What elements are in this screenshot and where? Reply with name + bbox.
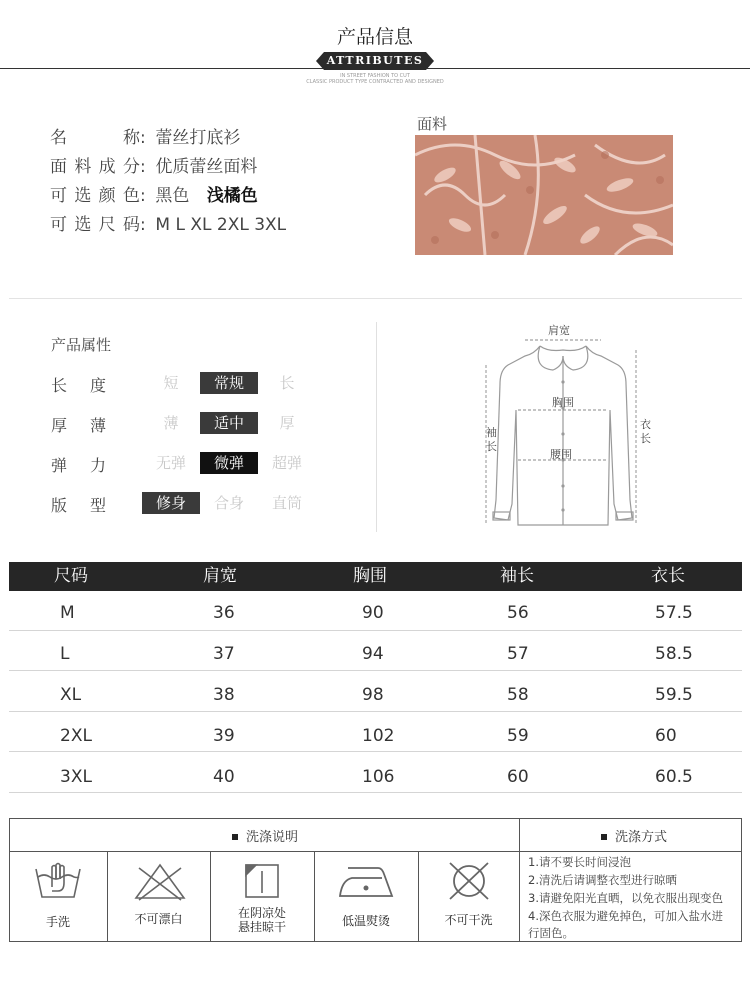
- attr-option: 长: [279, 374, 295, 392]
- vertical-divider: [376, 322, 377, 532]
- info-row-sizes: 可选尺码: M L XL 2XL 3XL: [50, 215, 287, 235]
- label-waist: 腰围: [550, 448, 572, 461]
- size-table-header-cell: 袖长: [500, 566, 534, 586]
- table-cell: 60.5: [655, 767, 693, 787]
- info-row-material: 面料成分: 优质蕾丝面料: [50, 157, 258, 177]
- table-cell: 2XL: [60, 726, 92, 746]
- no-bleach-icon: [133, 862, 187, 902]
- info-label: 可选尺码: [50, 215, 140, 235]
- label-shoulder: 肩宽: [548, 324, 570, 337]
- info-value: M L XL 2XL 3XL: [155, 215, 287, 235]
- care-table-col-divider: [519, 818, 520, 942]
- care-caption: [210, 906, 314, 934]
- label-length-char: 长: [640, 432, 651, 445]
- attr-option-selected: 修身: [142, 492, 200, 514]
- table-cell: 59: [507, 726, 529, 746]
- care-note: 行固色。: [528, 926, 574, 940]
- care-method-title: [601, 826, 667, 845]
- care-caption: 低温熨烫: [341, 914, 390, 928]
- measurement-diagram: [478, 320, 651, 535]
- header-badge-text: ATTRIBUTES: [326, 54, 424, 67]
- info-value: 黑色: [155, 186, 190, 206]
- table-cell: 90: [362, 603, 384, 623]
- fabric-label: 面料: [417, 115, 448, 133]
- care-wash-title: [232, 826, 298, 845]
- attr-label-fit: 版型: [51, 496, 106, 515]
- care-method-title-text: 洗涤方式: [615, 830, 668, 845]
- info-label: 名称: [50, 128, 140, 148]
- fabric-swatch: [415, 135, 673, 255]
- attr-label-elasticity: 弹力: [51, 456, 106, 475]
- size-table-header-cell: 衣长: [651, 566, 685, 586]
- table-cell: 98: [362, 685, 384, 705]
- label-sleeve: [486, 426, 497, 454]
- care-table-rule: [9, 851, 742, 852]
- attributes-title: 产品属性: [51, 336, 112, 354]
- table-cell: 60: [507, 767, 529, 787]
- attr-option-selected: 常规: [200, 372, 258, 394]
- label-sleeve-char: 长: [486, 440, 497, 453]
- size-table-header-cell: 肩宽: [203, 566, 237, 586]
- table-cell: M: [60, 603, 75, 623]
- table-cell: 94: [362, 644, 384, 664]
- label-sleeve-char: 袖: [486, 426, 497, 439]
- table-cell: 58: [507, 685, 529, 705]
- table-cell: 57.5: [655, 603, 693, 623]
- size-table-header-cell: 尺码: [54, 566, 88, 586]
- table-cell: 40: [213, 767, 235, 787]
- table-cell: 3XL: [60, 767, 92, 787]
- info-row-colors: 可选颜色: 黑色 浅橘色: [50, 186, 258, 206]
- attr-option: 合身: [213, 494, 244, 512]
- info-label: 可选颜色: [50, 186, 140, 206]
- care-caption: 不可干洗: [444, 913, 493, 927]
- table-row-divider: [9, 751, 742, 752]
- care-note: 2.清洗后请调整衣型进行晾晒: [528, 873, 677, 887]
- table-row-divider: [9, 711, 742, 712]
- table-cell: 60: [655, 726, 677, 746]
- care-note: 4.深色衣服为避免掉色，可加入盐水进: [528, 909, 723, 923]
- section-divider: [9, 298, 742, 299]
- attr-option-selected: 适中: [200, 412, 258, 434]
- info-value: 优质蕾丝面料: [155, 157, 258, 177]
- table-cell: 106: [362, 767, 395, 787]
- table-cell: 38: [213, 685, 235, 705]
- care-table-col-divider: [107, 851, 108, 942]
- header-small-line-1: IN STREET FASHION TO CUT: [340, 73, 410, 79]
- info-label: 面料成分: [50, 157, 140, 177]
- info-row-name: 名称: 蕾丝打底衫: [50, 128, 241, 148]
- table-cell: 36: [213, 603, 235, 623]
- care-table-col-divider: [418, 851, 419, 942]
- attr-option: 厚: [279, 414, 295, 432]
- size-table-header-cell: 胸围: [353, 566, 387, 586]
- attr-option-selected: 微弹: [200, 452, 258, 474]
- iron-low-icon: [338, 862, 394, 902]
- label-length: [640, 418, 651, 446]
- attr-option: 无弹: [155, 454, 186, 472]
- care-note: 3.请避免阳光直晒，以免衣服出现变色: [528, 891, 723, 905]
- care-caption-line: 悬挂晾干: [237, 920, 286, 934]
- care-note: 1.请不要长时间浸泡: [528, 855, 631, 869]
- attr-option: 薄: [163, 414, 179, 432]
- header-small-line-2: CLASSIC PRODUCT TYPE CONTRACTED AND DESIGNED: [306, 79, 444, 85]
- table-cell: L: [60, 644, 70, 664]
- table-row-divider: [9, 630, 742, 631]
- info-value: 蕾丝打底衫: [155, 128, 241, 148]
- care-caption-line: 在阴凉处: [237, 906, 286, 920]
- table-row-divider: [9, 670, 742, 671]
- care-caption: 不可漂白: [134, 912, 183, 926]
- care-caption: 手洗: [45, 915, 70, 929]
- hand-wash-icon: [34, 861, 82, 901]
- care-wash-title-text: 洗涤说明: [246, 830, 299, 845]
- no-dry-clean-icon: [446, 859, 492, 903]
- line-dry-shade-icon: [244, 861, 280, 901]
- page-title: 产品信息: [336, 26, 413, 48]
- label-chest: 胸围: [552, 396, 574, 409]
- table-cell: 59.5: [655, 685, 693, 705]
- attr-option: 直筒: [271, 494, 302, 512]
- shirt-outline-icon: [478, 320, 648, 535]
- attr-option: 短: [163, 374, 179, 392]
- table-row-divider: [9, 792, 742, 793]
- table-cell: 58.5: [655, 644, 693, 664]
- table-cell: 37: [213, 644, 235, 664]
- table-cell: 57: [507, 644, 529, 664]
- table-cell: XL: [60, 685, 82, 705]
- table-cell: 56: [507, 603, 529, 623]
- label-length-char: 衣: [640, 418, 651, 431]
- attr-option: 超弹: [271, 454, 302, 472]
- table-cell: 39: [213, 726, 235, 746]
- table-cell: 102: [362, 726, 395, 746]
- attr-label-thickness: 厚薄: [51, 416, 106, 435]
- care-table-col-divider: [314, 851, 315, 942]
- info-value-highlight: 浅橘色: [206, 186, 258, 206]
- attr-label-length: 长度: [51, 376, 106, 395]
